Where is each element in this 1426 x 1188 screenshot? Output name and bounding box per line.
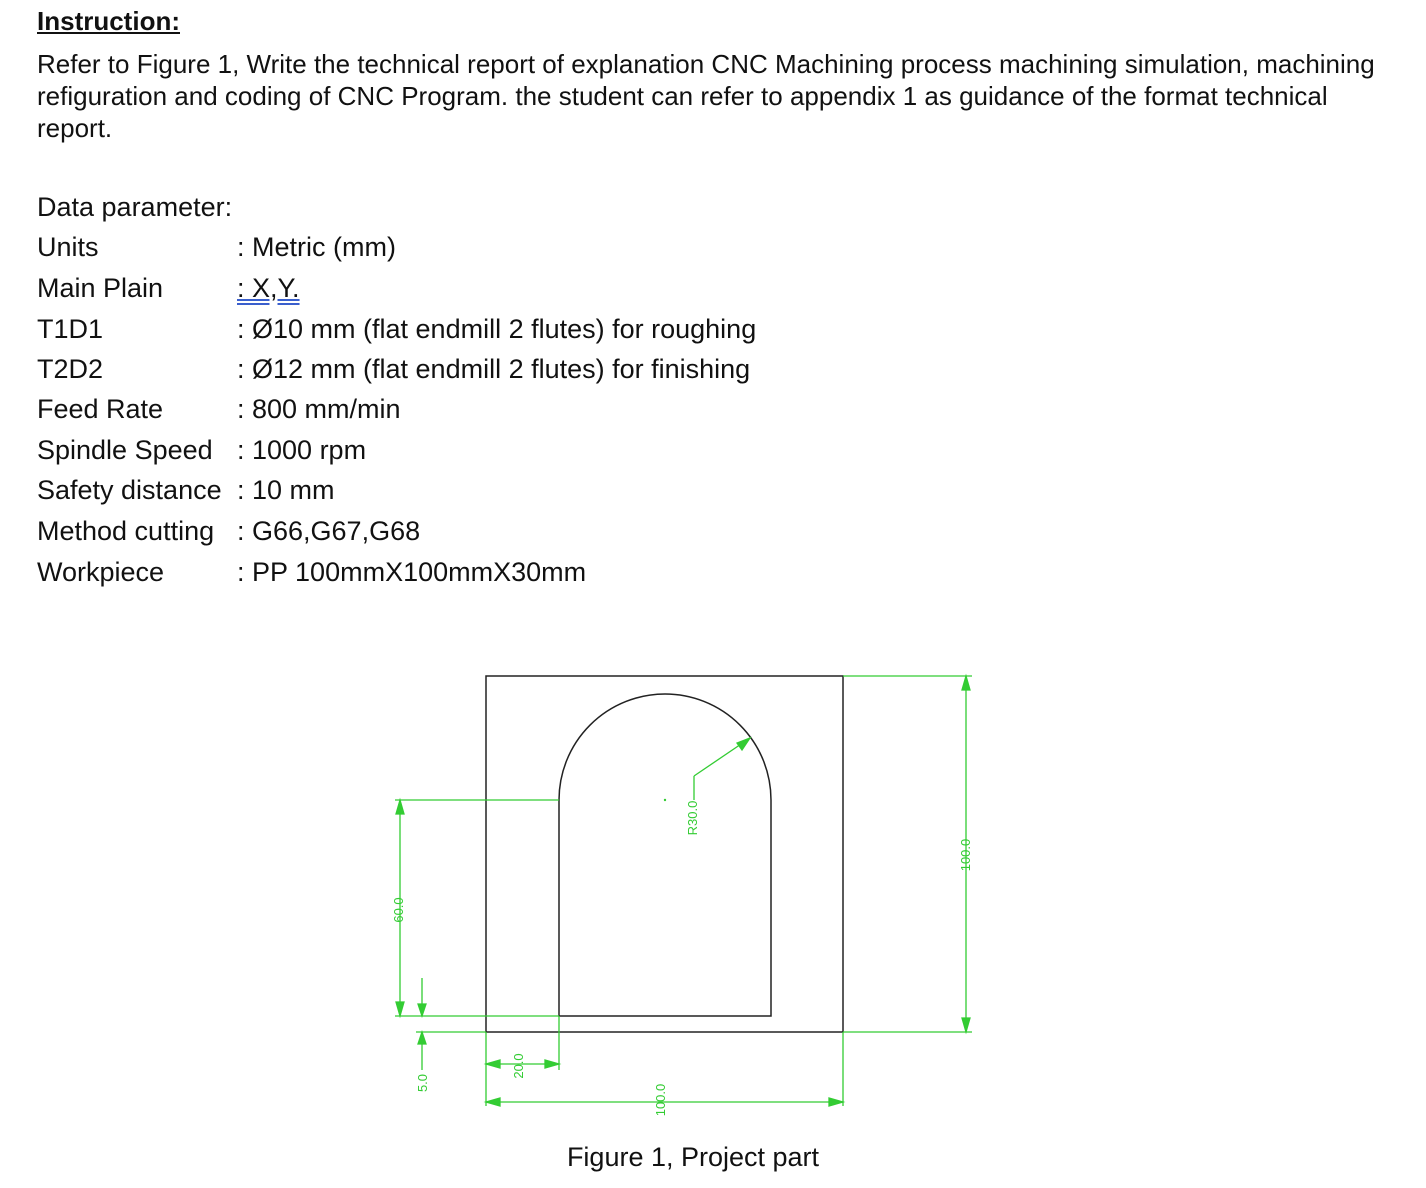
param-value: : 10 mm xyxy=(237,475,335,505)
dim-overall-width-label: 100.0 xyxy=(653,1083,668,1117)
param-value: : Ø12 mm (flat endmill 2 flutes) for finishing xyxy=(237,354,751,384)
dim-overall-height-label: 100.0 xyxy=(958,838,973,872)
dim-bottom-offset xyxy=(415,978,486,1092)
arc-center-mark xyxy=(664,799,666,801)
dim-overall-width xyxy=(486,1032,843,1116)
dim-bottom-offset-label: 5.0 xyxy=(415,1073,430,1093)
dim-left-offset-label: 20.0 xyxy=(511,1053,526,1079)
instruction-paragraph: Refer to Figure 1, Write the technical report of explanation CNC Machining process machining simulation, machining refiguration and coding of CNC Program. the student can refer to appendix 1 as guidance of the format technical report. xyxy=(37,49,1375,143)
instruction-heading: Instruction: xyxy=(37,6,180,36)
param-value: : PP 100mmX100mmX30mm xyxy=(237,557,587,587)
param-label: Feed Rate xyxy=(37,394,164,424)
param-label: T2D2 xyxy=(37,354,104,384)
param-label: Spindle Speed xyxy=(37,435,213,465)
param-value: : G66,G67,G68 xyxy=(237,516,421,546)
dim-left-offset xyxy=(486,1016,559,1106)
dim-pocket-height xyxy=(391,800,559,1016)
param-label: Workpiece xyxy=(37,557,165,587)
param-value: : X,Y. xyxy=(237,273,300,303)
figure-caption: Figure 1, Project part xyxy=(566,1142,820,1172)
param-label: T1D1 xyxy=(37,314,104,344)
param-value: : 800 mm/min xyxy=(237,394,401,424)
dim-radius xyxy=(685,738,750,835)
param-label: Main Plain xyxy=(37,273,164,303)
param-value: : Ø10 mm (flat endmill 2 flutes) for roughing xyxy=(237,314,757,344)
data-parameter-title: Data parameter: xyxy=(37,192,233,222)
workpiece-outline xyxy=(486,676,843,1032)
dim-overall-height xyxy=(843,676,973,1032)
dim-radius-label: R30.0 xyxy=(685,800,700,836)
param-label: Method cutting xyxy=(37,516,215,546)
dim-pocket-height-label: 60.0 xyxy=(391,897,406,923)
param-value: : 1000 rpm xyxy=(237,435,367,465)
param-label: Units xyxy=(37,232,99,262)
param-value: : Metric (mm) xyxy=(237,232,396,262)
param-label: Safety distance xyxy=(37,475,222,505)
